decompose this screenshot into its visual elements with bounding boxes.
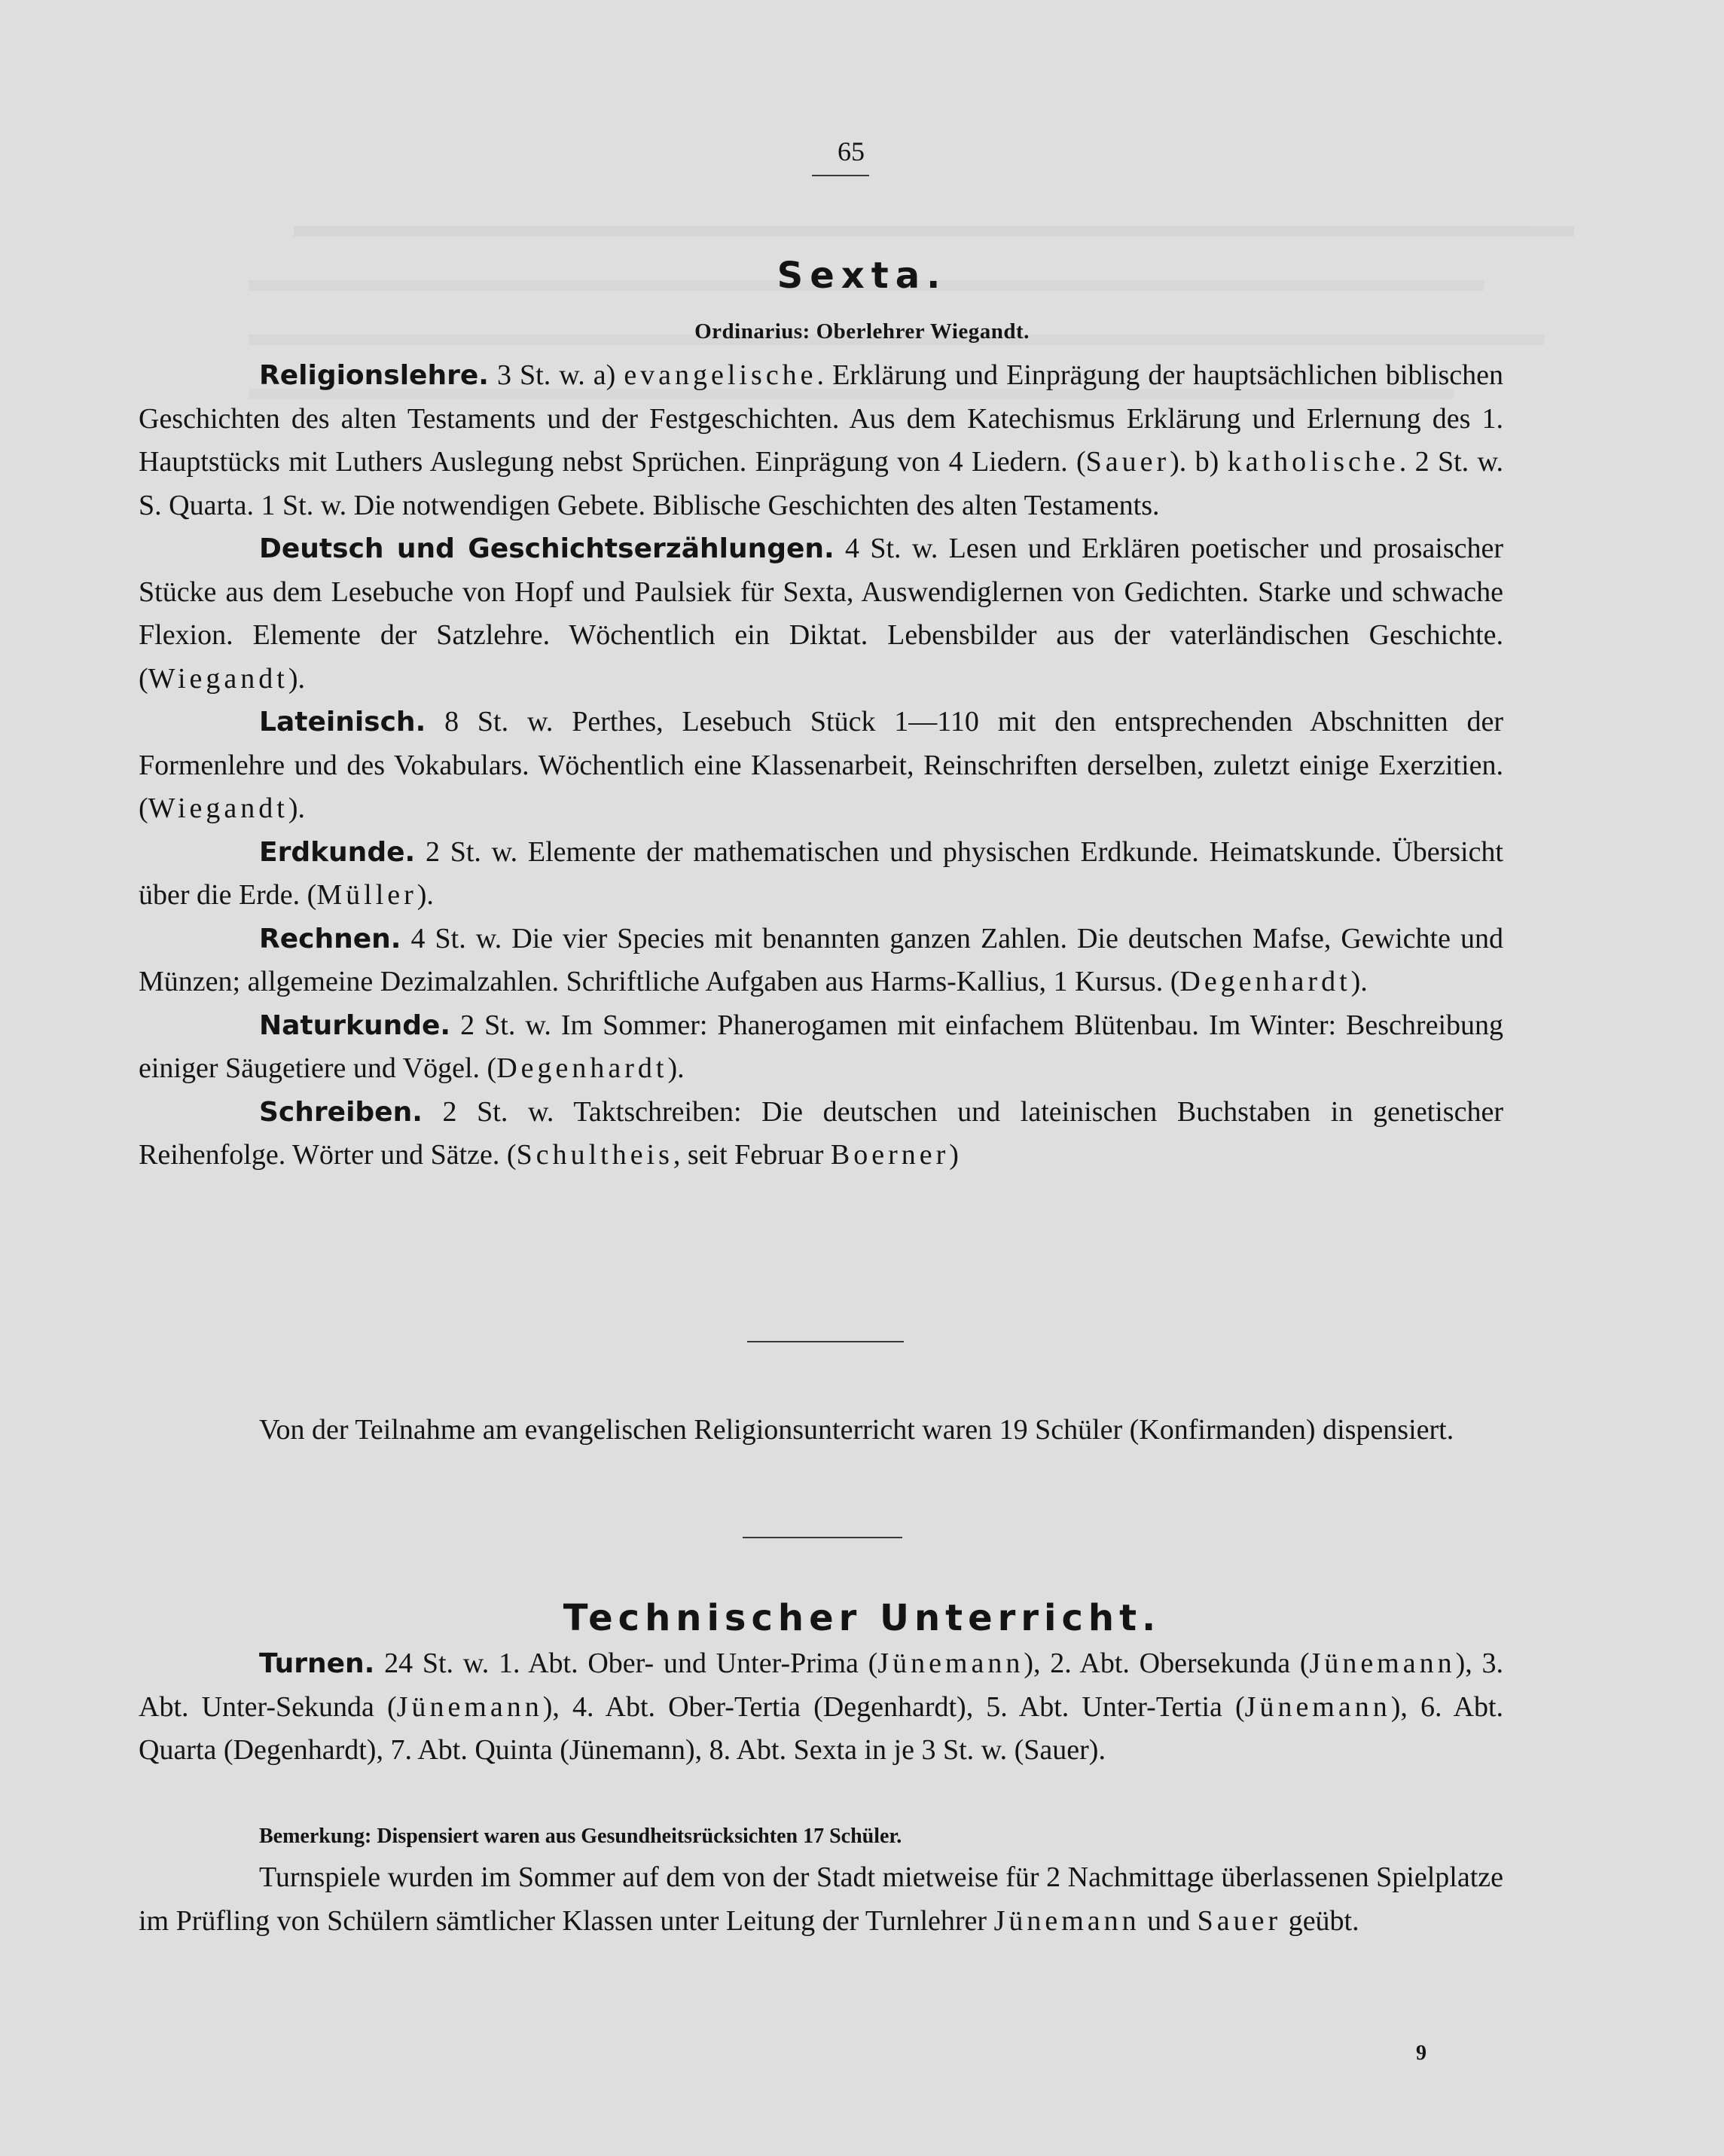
section-text: ). [288,792,306,824]
section-naturkunde [139,1004,1503,1091]
dispensation-note [139,1409,1503,1452]
section-keyword: Naturkunde. [259,1009,451,1041]
section-text: , seit Februar [673,1139,831,1171]
spaced-name: Wiegandt [148,792,288,824]
bemerkung-note: Bemerkung: Dispensiert waren aus Gesundheitsrücksichten 17 Schüler. [259,1825,902,1848]
spaced-term: katholische [1227,446,1399,478]
spaced-name: Sauer [1197,1904,1282,1937]
spaced-name: Jünemann [993,1904,1140,1937]
section-text: 24 St. w. 1. Abt. Ober- und Unter-Prima ( [374,1648,878,1679]
spaced-name: Degenhardt [1179,966,1351,997]
section-keyword: Deutsch und Geschichtserzählungen. [259,533,835,564]
section-keyword: Religionslehre. [259,360,489,391]
section-keyword: Turnen. [259,1648,375,1679]
sexta-ordinarius: Ordinarius: Oberlehrer Wiegandt. [694,319,1030,344]
section-divider [743,1537,902,1538]
section-religionslehre [139,354,1503,527]
section-text: ) [949,1139,959,1171]
section-text: 4 St. w. Lesen und Erklären poetischer und prosaischer Stücke aus dem Lesebuche von Hopf und Paulsiek für Sexta, Auswendiglernen von Gedichten. Starke und schwache Flexion. Elemente der Satzlehre. Wöchentlich ein Diktat. Lebensbilder aus der vaterländischen Geschichte. ( [139,533,1504,695]
section-deutsch [139,527,1503,701]
section-text: 8 St. w. Perthes, Lesebuch Stück 1—110 mit den entsprechenden Abschnitten der Formenlehre und des Vokabulars. Wöchentlich eine Klassenarbeit, Reinschriften derselben, zuletzt einige Exerzitien. ( [139,706,1503,824]
section-text: 2 St. w. Elemente der mathematischen und physischen Erdkunde. Heimatskunde. Übersicht über die Erde. ( [139,835,1503,911]
section-keyword: Lateinisch. [259,707,426,737]
section-text: 2 St. w. Im Sommer: Phanerogamen mit einfachem Blütenbau. Im Winter: Beschreibung einiger Säugetiere und Vögel. ( [139,1009,1503,1084]
section-text: ), 3. Abt. Unter-Sekunda ( [139,1648,1504,1723]
spaced-name: Müller [316,879,417,911]
section-text: und [1140,1904,1198,1937]
sexta-curriculum [139,354,1503,1177]
section-text: 2 St. w. Taktschreiben: Die deutschen und lateinischen Buchstaben in genetischer Reihenfolge. Wörter und Sätze. ( [139,1095,1503,1171]
technischer-unterricht-heading: Technischer Unterricht. [563,1597,1161,1639]
dispensation-text: Von der Teilnahme am evangelischen Religionsunterricht waren 19 Schüler (Konfirmanden) dispensiert. [259,1414,1454,1446]
section-text: ), 2. Abt. Obersekunda ( [1024,1648,1310,1679]
turnen-section [139,1642,1503,1773]
section-text: ). [417,879,434,911]
section-text: Turnspiele wurden im Sommer auf dem von der Stadt mietweise für 2 Nachmittage überlassenen Spielplatze im Prüfling von Schülern sämtlicher Klassen unter Leitung der Turnlehrer [139,1861,1503,1937]
spaced-name: Sauer [1085,446,1170,478]
section-keyword: Schreiben. [259,1096,423,1128]
section-schreiben [139,1091,1503,1177]
section-text: ), 4. Abt. Ober-Tertia (Degenhardt), 5. Abt. Unter-Tertia ( [542,1690,1245,1723]
sheet-number: 9 [1416,2041,1426,2065]
section-keyword: Erdkunde. [259,836,416,868]
section-text: . 2 St. w. S. Quarta. 1 St. w. Die notwendigen Gebete. Biblische Geschichten des alten Testaments. [139,446,1503,521]
turnspiele-paragraph [139,1856,1503,1943]
turnspiele-section [139,1856,1503,1943]
section-erdkunde [139,831,1503,918]
section-text: ). [288,662,306,695]
section-text: ). [667,1052,685,1084]
spaced-name: Jünemann [396,1690,543,1723]
spaced-term: evangelische [624,359,817,391]
section-turnen [139,1642,1503,1773]
spaced-name: Schultheis [516,1139,673,1171]
spaced-name: Jünemann [877,1648,1024,1679]
section-lateinisch [139,701,1503,831]
section-text: ). b) [1170,446,1228,478]
spaced-name: Wiegandt [148,662,288,695]
section-text: 4 St. w. Die vier Species mit benannten ganzen Zahlen. Die deutschen Mafse, Gewichte und Münzen; allgemeine Dezimalzahlen. Schriftliche Aufgaben aus Harms-Kallius, 1 Kursus. ( [139,922,1503,997]
page-number: 65 [838,136,865,166]
section-divider [747,1341,904,1342]
section-text: ), 6. Abt. Quarta (Degenhardt), 7. Abt. Quinta (Jünemann), 8. Abt. Sexta in je 3 St. w. (Sauer). [139,1690,1504,1766]
page-number-rule [812,175,869,176]
section-text: geübt. [1281,1904,1359,1937]
sexta-heading: Sexta. [777,255,947,297]
spaced-name: Jünemann [1244,1690,1391,1723]
spaced-name: Jünemann [1309,1648,1456,1679]
spaced-name: Degenhardt [496,1052,668,1084]
section-keyword: Rechnen. [259,923,401,954]
section-text: . Erklärung und Einprägung der hauptsächlichen biblischen Geschichten des alten Testaments und der Festgeschichten. Aus dem Katechismus Erklärung und Erlernung des 1. Hauptstücks mit Luthers Auslegung nebst Sprüchen. Einprägung von 4 Liedern. ( [139,359,1503,478]
section-rechnen [139,918,1503,1004]
section-text: 3 St. w. a) [488,359,624,391]
spaced-name: Boerner [830,1139,950,1171]
section-text: ). [1350,966,1368,997]
